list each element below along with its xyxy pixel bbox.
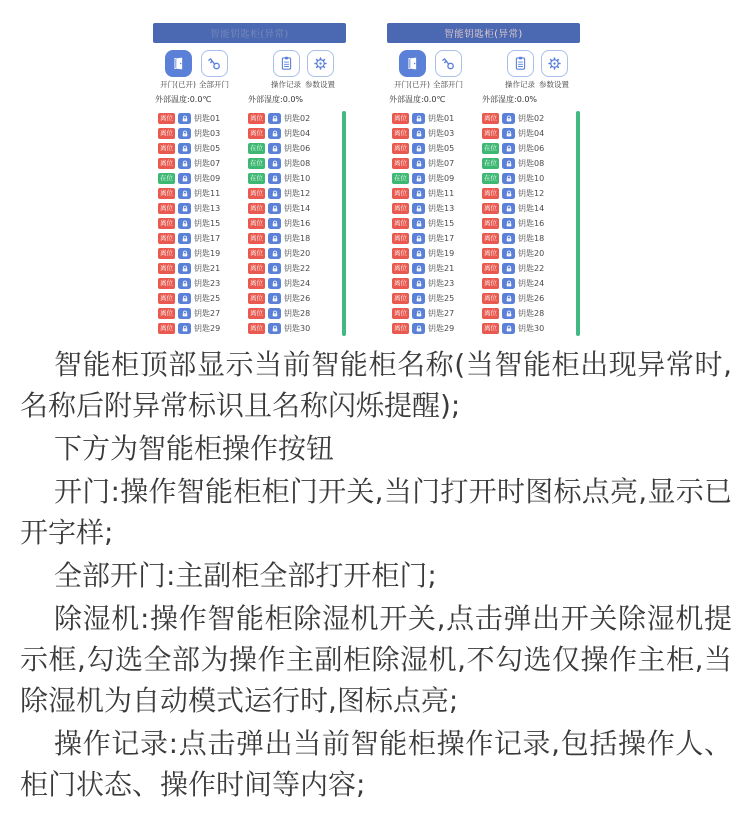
key-label: 钥匙11: [194, 189, 221, 198]
key-label: 钥匙17: [428, 234, 455, 243]
key-row: [482, 276, 572, 291]
key-label: 钥匙06: [518, 144, 545, 153]
key-status-badge: 离位: [394, 234, 407, 243]
key-row: [158, 156, 248, 171]
key-label: 钥匙10: [284, 174, 311, 183]
key-status-badge: 离位: [394, 129, 407, 138]
lock-icon[interactable]: [502, 158, 515, 169]
lock-icon[interactable]: [412, 278, 425, 289]
lock-icon[interactable]: [502, 308, 515, 319]
key-row: [248, 126, 338, 141]
lock-icon[interactable]: [178, 173, 191, 184]
cabinet-title: 智能钥匙柜(异常): [210, 29, 289, 40]
open-all-button[interactable]: [195, 50, 233, 90]
key-status-badge: 离位: [250, 294, 263, 303]
key-label: 钥匙28: [518, 309, 545, 318]
key-status-badge: 在位: [484, 159, 497, 168]
lock-icon[interactable]: [268, 293, 281, 304]
lock-icon[interactable]: [412, 113, 425, 124]
description-text: [20, 344, 732, 807]
key-row: [392, 126, 482, 141]
settings-label: 参数设置: [539, 80, 569, 89]
lock-icon[interactable]: [268, 323, 281, 334]
key-row: [482, 171, 572, 186]
lock-icon[interactable]: [502, 203, 515, 214]
lock-icon[interactable]: [502, 188, 515, 199]
external-humidity: 外部湿度:0.0%: [482, 95, 538, 104]
open-all-label: 全部开门: [199, 80, 229, 89]
key-status-badge: 离位: [484, 114, 497, 123]
key-row: [482, 141, 572, 156]
key-column-right: [248, 111, 338, 336]
key-label: 钥匙04: [518, 129, 545, 138]
key-column-right: [482, 111, 572, 336]
key-label: 钥匙18: [284, 234, 311, 243]
open-door-button[interactable]: [393, 50, 431, 90]
key-label: 钥匙15: [194, 219, 221, 228]
lock-icon[interactable]: [268, 218, 281, 229]
key-status-badge: 在位: [394, 174, 407, 183]
key-status-badge: 离位: [484, 219, 497, 228]
lock-icon[interactable]: [178, 113, 191, 124]
key-status-badge: 离位: [160, 309, 173, 318]
key-row: [158, 246, 248, 261]
cabinet-title-bar: [153, 23, 346, 43]
key-label: 钥匙17: [194, 234, 221, 243]
lock-icon[interactable]: [178, 188, 191, 199]
lock-icon[interactable]: [412, 263, 425, 274]
key-row: [248, 261, 338, 276]
key-status-badge: 离位: [394, 204, 407, 213]
lock-icon[interactable]: [412, 143, 425, 154]
key-row: [248, 306, 338, 321]
key-label: 钥匙24: [284, 279, 311, 288]
lock-icon[interactable]: [502, 113, 515, 124]
key-status-badge: 离位: [160, 234, 173, 243]
key-label: 钥匙02: [518, 114, 545, 123]
key-label: 钥匙30: [284, 324, 311, 333]
key-row: [158, 306, 248, 321]
cabinet-button-row: [153, 50, 346, 92]
lock-icon[interactable]: [502, 293, 515, 304]
lock-icon[interactable]: [412, 248, 425, 259]
key-row: [482, 201, 572, 216]
key-label: 钥匙09: [194, 174, 221, 183]
lock-icon[interactable]: [412, 173, 425, 184]
key-label: 钥匙02: [284, 114, 311, 123]
lock-icon[interactable]: [268, 233, 281, 244]
lock-icon[interactable]: [268, 158, 281, 169]
key-row: [392, 141, 482, 156]
key-status-badge: 离位: [484, 264, 497, 273]
key-status-badge: 离位: [394, 114, 407, 123]
key-label: 钥匙08: [518, 159, 545, 168]
open-all-button[interactable]: [429, 50, 467, 90]
lock-icon[interactable]: [268, 308, 281, 319]
key-label: 钥匙07: [428, 159, 455, 168]
lock-icon[interactable]: [178, 218, 191, 229]
key-label: 钥匙29: [428, 324, 455, 333]
key-status-badge: 离位: [250, 219, 263, 228]
key-status-badge: 离位: [250, 279, 263, 288]
open-door-label: 开门(已开): [160, 80, 196, 89]
key-row: [392, 321, 482, 336]
lock-icon[interactable]: [268, 263, 281, 274]
cabinet-title: 智能钥匙柜(异常): [444, 29, 523, 40]
key-status-badge: 离位: [160, 159, 173, 168]
open-door-label: 开门(已开): [394, 80, 430, 89]
lock-icon[interactable]: [502, 323, 515, 334]
description-paragraph: 下方为智能柜操作按钮: [54, 432, 335, 465]
key-status-badge: 离位: [394, 249, 407, 258]
open-all-label: 全部开门: [433, 80, 463, 89]
key-row: [158, 231, 248, 246]
gear-icon: [307, 50, 334, 77]
key-label: 钥匙11: [428, 189, 455, 198]
key-status-badge: 离位: [250, 234, 263, 243]
key-status-badge: 离位: [484, 324, 497, 333]
key-label: 钥匙21: [428, 264, 455, 273]
lock-icon[interactable]: [178, 128, 191, 139]
operation-log-label: 操作记录: [505, 80, 535, 89]
key-status-badge: 离位: [394, 219, 407, 228]
lock-icon[interactable]: [178, 263, 191, 274]
key-status-badge: 离位: [484, 204, 497, 213]
key-status-badge: 在位: [250, 159, 263, 168]
lock-icon[interactable]: [502, 218, 515, 229]
lock-icon[interactable]: [178, 323, 191, 334]
key-row: [482, 216, 572, 231]
key-label: 钥匙14: [518, 204, 545, 213]
lock-icon[interactable]: [502, 143, 515, 154]
key-row: [482, 186, 572, 201]
lock-icon[interactable]: [178, 233, 191, 244]
cabinet-title-bar: [387, 23, 580, 43]
key-label: 钥匙14: [284, 204, 311, 213]
lock-icon[interactable]: [268, 143, 281, 154]
key-label: 钥匙12: [518, 189, 545, 198]
key-status-badge: 离位: [160, 189, 173, 198]
key-status-badge: 离位: [484, 294, 497, 303]
key-status-badge: 离位: [250, 204, 263, 213]
description-paragraph: 操作记录:点击弹出当前智能柜操作记录,包括操作人、柜门状态、操作时间等内容;: [20, 727, 732, 801]
key-row: [482, 261, 572, 276]
key-row: [482, 231, 572, 246]
description-paragraph: 全部开门:主副柜全部打开柜门;: [54, 559, 437, 592]
key-status-badge: 离位: [160, 249, 173, 258]
lock-icon[interactable]: [412, 293, 425, 304]
key-label: 钥匙03: [428, 129, 455, 138]
key-label: 钥匙18: [518, 234, 545, 243]
key-label: 钥匙21: [194, 264, 221, 273]
key-status-badge: 离位: [250, 129, 263, 138]
key-label: 钥匙01: [194, 114, 221, 123]
key-status-badge: 离位: [160, 144, 173, 153]
key-row: [248, 321, 338, 336]
lock-icon[interactable]: [502, 173, 515, 184]
key-row: [158, 111, 248, 126]
key-row: [392, 231, 482, 246]
key-label: 钥匙01: [428, 114, 455, 123]
gear-icon: [541, 50, 568, 77]
description-paragraph: 除湿机:操作智能柜除湿机开关,点击弹出开关除湿机提示框,勾选全部为操作主副柜除湿机,不勾选仅操作主柜,当除湿机为自动模式运行时,图标点亮;: [20, 602, 732, 717]
key-label: 钥匙23: [428, 279, 455, 288]
key-label: 钥匙20: [284, 249, 311, 258]
key-label: 钥匙30: [518, 324, 545, 333]
key-list: [387, 111, 580, 343]
clipboard-icon: [273, 50, 300, 77]
key-status-badge: 离位: [484, 249, 497, 258]
lock-icon[interactable]: [412, 158, 425, 169]
key-row: [392, 201, 482, 216]
key-label: 钥匙25: [428, 294, 455, 303]
key-status-badge: 离位: [394, 279, 407, 288]
environment-row: [387, 94, 580, 106]
lock-icon[interactable]: [502, 248, 515, 259]
key-status-badge: 离位: [250, 249, 263, 258]
key-label: 钥匙15: [428, 219, 455, 228]
key-status-badge: 离位: [160, 294, 173, 303]
key-status-badge: 离位: [394, 189, 407, 198]
key-status-badge: 离位: [160, 279, 173, 288]
key-label: 钥匙16: [518, 219, 545, 228]
key-label: 钥匙07: [194, 159, 221, 168]
key-status-badge: 离位: [394, 294, 407, 303]
key-row: [158, 126, 248, 141]
key-status-badge: 离位: [394, 324, 407, 333]
lock-icon[interactable]: [268, 128, 281, 139]
lock-icon[interactable]: [412, 128, 425, 139]
key-status-badge: 离位: [250, 189, 263, 198]
key-row: [482, 126, 572, 141]
key-row: [158, 321, 248, 336]
door-open-icon: [399, 50, 426, 77]
key-status-badge: 离位: [160, 264, 173, 273]
key-row: [248, 186, 338, 201]
key-row: [482, 156, 572, 171]
scrollbar-thumb[interactable]: [576, 111, 580, 336]
key-label: 钥匙08: [284, 159, 311, 168]
key-row: [482, 321, 572, 336]
key-icon: [435, 50, 462, 77]
key-row: [158, 171, 248, 186]
cabinet-panel: [153, 23, 346, 343]
cabinet-panel: [387, 23, 580, 343]
key-label: 钥匙06: [284, 144, 311, 153]
key-row: [392, 171, 482, 186]
key-label: 钥匙05: [428, 144, 455, 153]
key-status-badge: 离位: [160, 219, 173, 228]
key-status-badge: 离位: [484, 279, 497, 288]
lock-icon[interactable]: [178, 248, 191, 259]
key-label: 钥匙27: [428, 309, 455, 318]
lock-icon[interactable]: [178, 158, 191, 169]
key-row: [392, 111, 482, 126]
lock-icon[interactable]: [412, 218, 425, 229]
key-status-badge: 在位: [250, 174, 263, 183]
key-row: [392, 216, 482, 231]
key-row: [158, 291, 248, 306]
key-status-badge: 离位: [394, 159, 407, 168]
key-label: 钥匙24: [518, 279, 545, 288]
key-row: [248, 231, 338, 246]
key-row: [248, 291, 338, 306]
key-label: 钥匙05: [194, 144, 221, 153]
environment-row: [153, 94, 346, 106]
lock-icon[interactable]: [412, 203, 425, 214]
key-label: 钥匙23: [194, 279, 221, 288]
key-row: [248, 111, 338, 126]
key-row: [482, 246, 572, 261]
key-status-badge: 离位: [484, 309, 497, 318]
settings-button[interactable]: [301, 50, 339, 90]
key-row: [248, 171, 338, 186]
key-row: [248, 246, 338, 261]
lock-icon[interactable]: [178, 143, 191, 154]
key-icon: [201, 50, 228, 77]
key-row: [248, 141, 338, 156]
key-row: [248, 156, 338, 171]
lock-icon[interactable]: [268, 248, 281, 259]
key-label: 钥匙29: [194, 324, 221, 333]
key-status-badge: 离位: [394, 264, 407, 273]
door-open-icon: [165, 50, 192, 77]
lock-icon[interactable]: [178, 203, 191, 214]
lock-icon[interactable]: [178, 278, 191, 289]
key-label: 钥匙16: [284, 219, 311, 228]
key-status-badge: 在位: [250, 144, 263, 153]
key-label: 钥匙19: [428, 249, 455, 258]
key-label: 钥匙25: [194, 294, 221, 303]
key-row: [158, 186, 248, 201]
open-door-button[interactable]: [159, 50, 197, 90]
key-label: 钥匙13: [428, 204, 455, 213]
key-list: [153, 111, 346, 343]
key-label: 钥匙13: [194, 204, 221, 213]
key-status-badge: 离位: [394, 144, 407, 153]
key-row: [392, 306, 482, 321]
key-label: 钥匙12: [284, 189, 311, 198]
lock-icon[interactable]: [268, 203, 281, 214]
key-label: 钥匙20: [518, 249, 545, 258]
scrollbar-thumb[interactable]: [342, 111, 346, 336]
settings-label: 参数设置: [305, 80, 335, 89]
key-status-badge: 离位: [160, 129, 173, 138]
lock-icon[interactable]: [412, 323, 425, 334]
key-row: [482, 306, 572, 321]
key-status-badge: 离位: [250, 324, 263, 333]
operation-log-label: 操作记录: [271, 80, 301, 89]
lock-icon[interactable]: [268, 113, 281, 124]
key-row: [158, 276, 248, 291]
key-status-badge: 离位: [484, 189, 497, 198]
lock-icon[interactable]: [268, 278, 281, 289]
lock-icon[interactable]: [268, 173, 281, 184]
key-row: [158, 261, 248, 276]
description-paragraph: 开门:操作智能柜柜门开关,当门打开时图标点亮,显示已开字样;: [20, 475, 732, 549]
key-row: [158, 141, 248, 156]
cabinet-button-row: [387, 50, 580, 92]
key-label: 钥匙10: [518, 174, 545, 183]
settings-button[interactable]: [535, 50, 573, 90]
lock-icon[interactable]: [412, 188, 425, 199]
lock-icon[interactable]: [502, 233, 515, 244]
operation-log-button[interactable]: [267, 50, 305, 90]
external-temperature: 外部温度:0.0℃: [389, 95, 446, 104]
key-status-badge: 离位: [160, 114, 173, 123]
key-label: 钥匙26: [284, 294, 311, 303]
key-label: 钥匙28: [284, 309, 311, 318]
key-status-badge: 离位: [484, 234, 497, 243]
clipboard-icon: [507, 50, 534, 77]
lock-icon[interactable]: [178, 308, 191, 319]
key-row: [392, 291, 482, 306]
key-status-badge: 离位: [250, 264, 263, 273]
key-row: [158, 201, 248, 216]
key-label: 钥匙22: [518, 264, 545, 273]
key-row: [392, 261, 482, 276]
key-label: 钥匙22: [284, 264, 311, 273]
key-row: [248, 276, 338, 291]
key-status-badge: 离位: [160, 204, 173, 213]
key-label: 钥匙27: [194, 309, 221, 318]
key-status-badge: 离位: [250, 309, 263, 318]
key-row: [248, 201, 338, 216]
key-status-badge: 离位: [394, 309, 407, 318]
key-status-badge: 离位: [484, 129, 497, 138]
key-status-badge: 在位: [484, 174, 497, 183]
lock-icon[interactable]: [502, 263, 515, 274]
key-status-badge: 离位: [250, 114, 263, 123]
lock-icon[interactable]: [502, 278, 515, 289]
lock-icon[interactable]: [412, 308, 425, 319]
key-label: 钥匙04: [284, 129, 311, 138]
lock-icon[interactable]: [268, 188, 281, 199]
key-label: 钥匙26: [518, 294, 545, 303]
operation-log-button[interactable]: [501, 50, 539, 90]
key-row: [482, 291, 572, 306]
lock-icon[interactable]: [412, 233, 425, 244]
lock-icon[interactable]: [178, 293, 191, 304]
key-status-badge: 离位: [160, 324, 173, 333]
description-paragraph: 智能柜顶部显示当前智能柜名称(当智能柜出现异常时,名称后附异常标识且名称闪烁提醒);: [20, 348, 732, 422]
key-label: 钥匙09: [428, 174, 455, 183]
external-temperature: 外部温度:0.0℃: [155, 95, 212, 104]
external-humidity: 外部湿度:0.0%: [248, 95, 304, 104]
lock-icon[interactable]: [502, 128, 515, 139]
key-row: [392, 276, 482, 291]
key-row: [248, 216, 338, 231]
key-status-badge: 在位: [484, 144, 497, 153]
key-column-left: [158, 111, 248, 336]
key-status-badge: 在位: [160, 174, 173, 183]
key-column-left: [392, 111, 482, 336]
key-row: [392, 246, 482, 261]
key-row: [392, 156, 482, 171]
key-label: 钥匙19: [194, 249, 221, 258]
key-row: [482, 111, 572, 126]
key-row: [392, 186, 482, 201]
key-row: [158, 216, 248, 231]
key-label: 钥匙03: [194, 129, 221, 138]
